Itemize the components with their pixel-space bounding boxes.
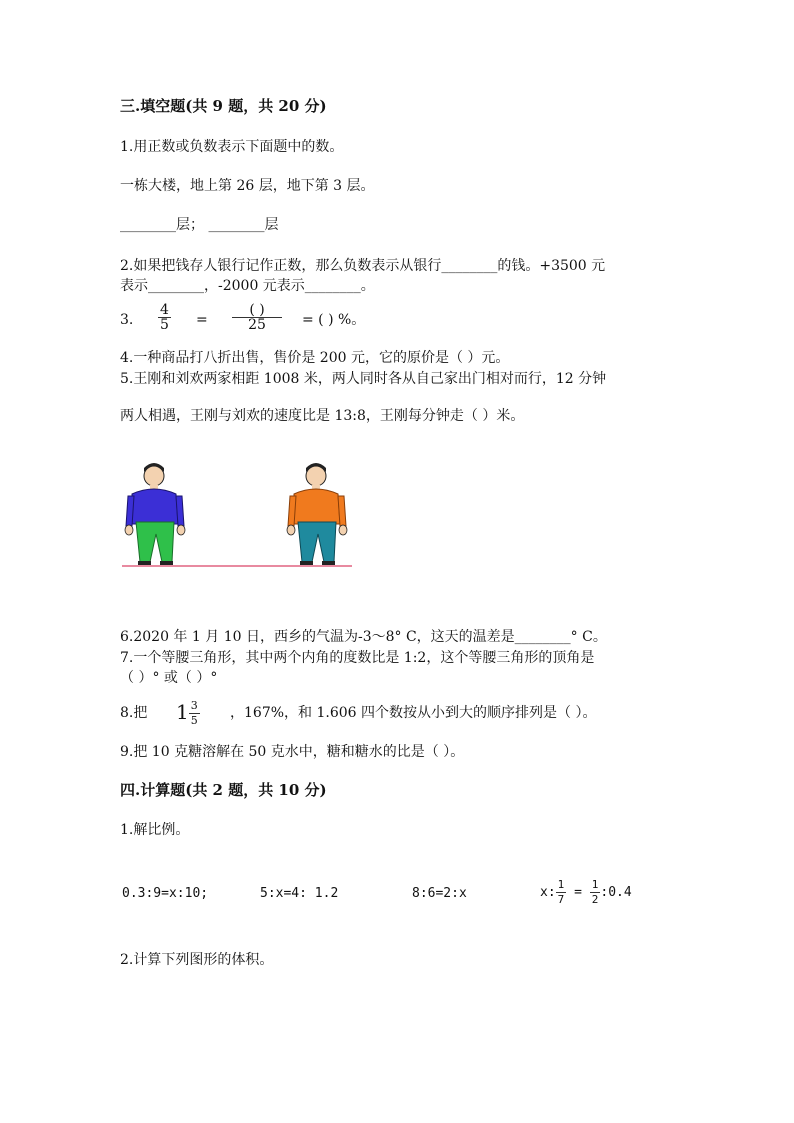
mixed-whole: 1: [176, 700, 189, 724]
question-6-text: 6.2020 年 1 月 10 日，西乡的气温为-3～8° C，这天的温差是________° C。: [120, 629, 607, 645]
question-3-fraction-2: [232, 303, 282, 332]
question-5-line-2: 两人相遇，王刚与刘欢的速度比是 13:8，王刚每分钟走（ ）米。: [120, 408, 525, 424]
question-5-line-1: 5.王刚和刘欢两家相距 1008 米，两人同时各从自己家出门相对而行，12 分钟: [120, 371, 607, 387]
question-1-blanks: ________层； ________层: [120, 217, 279, 233]
equation-1: 0.3:9=x:10;: [122, 886, 209, 901]
equation-4: [540, 878, 632, 907]
fraction-denominator: 5: [190, 714, 198, 727]
question-8-prefix: 8.把: [120, 705, 148, 721]
fraction-numerator: 4: [160, 302, 169, 318]
fraction-denominator: 2: [591, 893, 599, 906]
question-1-context: 一栋大楼，地上第 26 层，地下第 3 层。: [120, 178, 375, 194]
equation-3: 8:6=2:x: [412, 886, 467, 901]
question-2-line-1: 2.如果把钱存人银行记作正数，那么负数表示从银行________的钱。+3500 元: [120, 258, 606, 274]
question-8-mixed-number: [176, 698, 200, 728]
fraction-numerator: 1: [591, 878, 599, 891]
question-1-text: 1.用正数或负数表示下面题中的数。: [120, 139, 344, 155]
eq4-prefix: x:: [540, 885, 556, 900]
question-2-line-2: 表示________，-2000 元表示________。: [120, 278, 375, 294]
fraction-denominator: 25: [232, 317, 282, 332]
equation-2: 5:x=4: 1.2: [260, 886, 339, 901]
question-9-text: 9.把 10 克糖溶解在 50 克水中，糖和糖水的比是（ ）。: [120, 744, 465, 760]
section-3-title: 三.填空题(共 9 题，共 20 分): [120, 97, 327, 115]
calc-question-2-text: 2.计算下列图形的体积。: [120, 952, 274, 968]
man-wang-gang-figure: [125, 463, 185, 565]
fraction-denominator: 5: [160, 317, 169, 333]
question-3-number: 3.: [120, 312, 134, 328]
question-3-equals: =: [196, 312, 208, 328]
question-3-fraction-1: [158, 303, 171, 332]
fraction-numerator: 1: [557, 878, 565, 891]
section-4-title: 四.计算题(共 2 题，共 10 分): [120, 781, 327, 799]
question-4-text: 4.一种商品打八折出售，售价是 200 元，它的原价是（ ）元。: [120, 350, 510, 366]
eq4-suffix: :0.4: [600, 885, 632, 900]
calc-question-1-text: 1.解比例。: [120, 822, 190, 838]
eq4-middle: =: [566, 885, 590, 900]
man-liu-huan-figure: [287, 463, 347, 565]
fraction-numerator: 3: [190, 699, 198, 712]
fraction-numerator: ( ): [249, 302, 265, 318]
question-8-text: ，167%，和 1.606 四个数按从小到大的顺序排列是（ ）。: [230, 705, 597, 721]
two-people-illustration: [118, 462, 358, 572]
fraction-denominator: 7: [557, 893, 565, 906]
question-7-line-1: 7.一个等腰三角形，其中两个内角的度数比是 1:2，这个等腰三角形的顶角是: [120, 650, 595, 666]
question-3-rest: = ( ) %。: [302, 312, 366, 328]
question-7-line-2: （ ）° 或（ ）°: [120, 670, 218, 686]
